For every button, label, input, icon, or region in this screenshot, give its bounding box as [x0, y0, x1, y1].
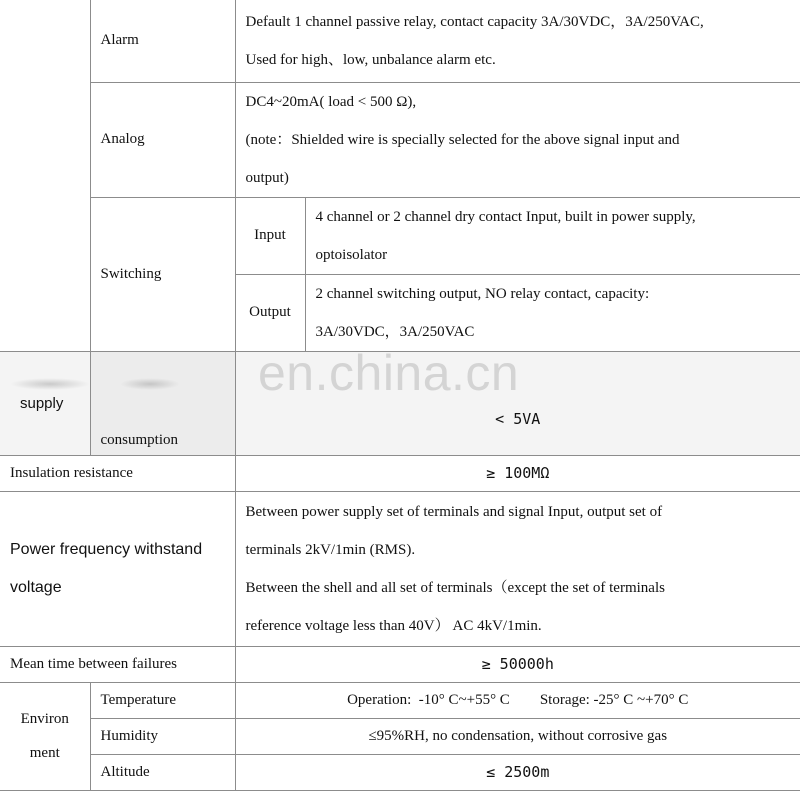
analog-label: Analog — [90, 82, 235, 197]
withstand-line-2: terminals 2kV/1min (RMS). — [245, 541, 416, 558]
analog-line-1: DC4~20mA( load < 500 Ω), — [245, 93, 417, 110]
temperature-label: Temperature — [90, 682, 235, 718]
row-switching-input — [0, 197, 800, 274]
environment-label — [0, 682, 90, 790]
alarm-value — [235, 0, 800, 82]
row-withstand — [0, 491, 800, 646]
humidity-value: ≤95%RH, no condensation, without corrosive gas — [235, 718, 800, 754]
supply-label: supply — [0, 351, 90, 455]
row-altitude — [0, 754, 800, 790]
withstand-label-line-2: voltage — [10, 578, 62, 596]
supply-consumption-label: consumption — [90, 351, 235, 455]
switching-label: Switching — [90, 197, 235, 351]
switching-output-label: Output — [235, 274, 305, 351]
switching-output-line-2: 3A/30VDC，3A/250VAC — [315, 323, 475, 340]
mtbf-label: Mean time between failures — [0, 646, 235, 682]
switching-input-label: Input — [235, 197, 305, 274]
analog-value — [235, 82, 800, 197]
environment-label-line-1: Environ — [20, 711, 69, 727]
environment-label-line-2: ment — [29, 745, 60, 761]
blur-mark-left — [10, 378, 90, 390]
switching-input-line-2: optoisolator — [315, 246, 388, 263]
mtbf-value: ≥ 50000h — [235, 646, 800, 682]
withstand-line-1: Between power supply set of terminals and signal Input, output set of — [245, 503, 663, 520]
row-mtbf — [0, 646, 800, 682]
alarm-line-2: Used for high、low, unbalance alarm etc. — [245, 51, 496, 68]
alarm-line-1: Default 1 channel passive relay, contact capacity 3A/30VDC，3A/250VAC, — [245, 13, 704, 30]
withstand-line-3: Between the shell and all set of terminals（except the set of terminals — [245, 579, 665, 596]
switching-input-line-1: 4 channel or 2 channel dry contact Input, built in power supply, — [315, 208, 696, 225]
withstand-label — [0, 491, 235, 646]
insulation-value: ≥ 100MΩ — [235, 455, 800, 491]
switching-output-line-1: 2 channel switching output, NO relay contact, capacity: — [315, 285, 650, 302]
temperature-value: Operation: -10° C~+55° C Storage: -25° C ~+70° C — [235, 682, 800, 718]
altitude-label: Altitude — [90, 754, 235, 790]
row-humidity — [0, 718, 800, 754]
insulation-label: Insulation resistance — [0, 455, 235, 491]
row-supply — [0, 351, 800, 455]
alarm-label: Alarm — [90, 0, 235, 82]
row-insulation — [0, 455, 800, 491]
altitude-value: ≤ 2500m — [235, 754, 800, 790]
row-temperature — [0, 682, 800, 718]
row-analog — [0, 82, 800, 197]
output-group-cell — [0, 0, 90, 351]
withstand-value — [235, 491, 800, 646]
withstand-label-line-1: Power frequency withstand — [10, 540, 203, 558]
humidity-label: Humidity — [90, 718, 235, 754]
switching-output-value — [305, 274, 800, 351]
blur-mark-middle — [120, 378, 180, 390]
switching-input-value — [305, 197, 800, 274]
withstand-line-4: reference voltage less than 40V） AC 4kV/1min. — [245, 617, 542, 634]
analog-line-2: (note：Shielded wire is specially selected for the above signal input and — [245, 131, 680, 148]
analog-line-3: output) — [245, 169, 289, 186]
watermark: en.china.cn — [258, 345, 520, 401]
row-alarm — [0, 0, 800, 82]
supply-value: < 5VA — [235, 351, 800, 455]
